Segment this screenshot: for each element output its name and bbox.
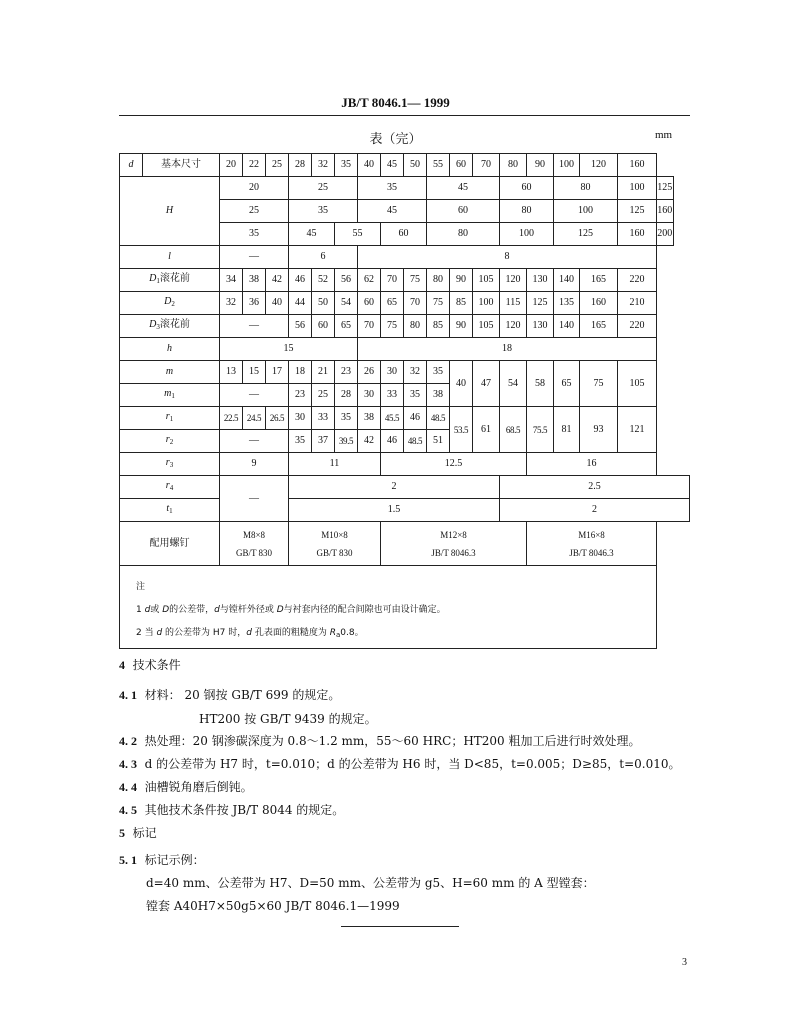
- d-cell: 160: [618, 154, 657, 177]
- notes-title: 注: [136, 582, 146, 592]
- D1-cell: 56: [335, 269, 358, 292]
- d-cell: 55: [427, 154, 450, 177]
- D3-cell: 140: [554, 315, 580, 338]
- D3-cell: 60: [312, 315, 335, 338]
- note-2: 2 当 d 的公差带为 H7 时，d 孔表面的粗糙度为 $R_a0.8$。: [136, 628, 364, 639]
- D2-cell: 54: [335, 292, 358, 315]
- row-h: [120, 338, 690, 361]
- d-cell: 45: [381, 154, 404, 177]
- H-cell: 80: [554, 177, 618, 200]
- row-m: [120, 361, 690, 384]
- r2-cell: 48.5: [404, 430, 427, 453]
- t1-label: $t_1$: [120, 499, 220, 522]
- m1-cell: 30: [358, 384, 381, 407]
- d-cell: 120: [580, 154, 618, 177]
- H-cell: 80: [500, 200, 554, 223]
- D2-cell: 44: [289, 292, 312, 315]
- d-cell: 35: [335, 154, 358, 177]
- D2-cell: 50: [312, 292, 335, 315]
- H-cell: 35: [289, 200, 358, 223]
- r1-cell: 38: [358, 407, 381, 430]
- r2-cell: 39.5: [335, 430, 358, 453]
- d-cell: 25: [266, 154, 289, 177]
- section-4-1-cont: HT200 按 GB/T 9439 的规定。: [199, 712, 377, 726]
- H-cell: 125: [618, 200, 657, 223]
- D1-cell: 130: [527, 269, 554, 292]
- basic-size-label: 基本尺寸: [143, 154, 220, 177]
- l-cell: 8: [358, 246, 657, 269]
- page-number: 3: [682, 957, 687, 968]
- H-cell: 20: [220, 177, 289, 200]
- H-cell: 60: [381, 223, 427, 246]
- D3-cell: 105: [473, 315, 500, 338]
- r1-cell: 24.5: [243, 407, 266, 430]
- l-label: l: [120, 246, 220, 269]
- screw-cell: M12×8 JB/T 8046.3: [381, 522, 527, 566]
- D2-cell: 100: [473, 292, 500, 315]
- m1-cell: 35: [404, 384, 427, 407]
- r1-cell: 46: [404, 407, 427, 430]
- section-4-2: 4. 2 热处理：20 钢渗碳深度为 0.8～1.2 mm，55～60 HRC；HT200 粗加工后进行时效处理。: [119, 734, 641, 748]
- dimension-table: [119, 153, 690, 649]
- D2-cell: 65: [381, 292, 404, 315]
- r1-cell: 33: [312, 407, 335, 430]
- end-rule: [341, 926, 459, 927]
- r1-cell: 22.5: [220, 407, 243, 430]
- D2-cell: 70: [404, 292, 427, 315]
- D2-cell: 85: [450, 292, 473, 315]
- D2-cell: 32: [220, 292, 243, 315]
- m-shared-cell: 58: [527, 361, 554, 407]
- row-screw: [120, 522, 690, 566]
- D1-cell: 34: [220, 269, 243, 292]
- r1-cell: 30: [289, 407, 312, 430]
- D1-cell: 120: [500, 269, 527, 292]
- m-cell: 15: [243, 361, 266, 384]
- t1-cell: 1.5: [289, 499, 500, 522]
- D3-cell: 70: [358, 315, 381, 338]
- h-label: h: [120, 338, 220, 361]
- d-cell: 90: [527, 154, 554, 177]
- H-cell: 45: [358, 200, 427, 223]
- H-cell: 100: [554, 200, 618, 223]
- D1-cell: 165: [580, 269, 618, 292]
- d-cell: 60: [450, 154, 473, 177]
- r3-cell: 16: [527, 453, 657, 476]
- row-D2: [120, 292, 690, 315]
- d-cell: 32: [312, 154, 335, 177]
- D1-cell: 46: [289, 269, 312, 292]
- H-cell: 160: [618, 223, 657, 246]
- m1-label: $m_1$: [120, 384, 220, 407]
- d-cell: 70: [473, 154, 500, 177]
- d-cell: 40: [358, 154, 381, 177]
- D1-cell: 70: [381, 269, 404, 292]
- r1-label: $r_1$: [120, 407, 220, 430]
- D3-label: $D_3$滚花前: [120, 315, 220, 338]
- D2-cell: 160: [580, 292, 618, 315]
- H-cell: 35: [220, 223, 289, 246]
- row-r3: [120, 453, 690, 476]
- r2-cell: 35: [289, 430, 312, 453]
- r4-cell: 2: [289, 476, 500, 499]
- m1-cell: —: [220, 384, 289, 407]
- m-cell: 30: [381, 361, 404, 384]
- D2-cell: 75: [427, 292, 450, 315]
- screw-label: 配用螺钉: [120, 522, 220, 566]
- section-4-3: 4. 3 d 的公差带为 H7 时，t=0.010；d 的公差带为 H6 时，当 D<85，t=0.005；D≥85，t=0.010。: [119, 757, 681, 771]
- H-cell: 55: [335, 223, 381, 246]
- D3-cell: 80: [404, 315, 427, 338]
- m-cell: 13: [220, 361, 243, 384]
- D2-cell: 36: [243, 292, 266, 315]
- D2-cell: 40: [266, 292, 289, 315]
- m-shared-cell: 105: [618, 361, 657, 407]
- r3-cell: 12.5: [381, 453, 527, 476]
- d-cell: 20: [220, 154, 243, 177]
- r3-cell: 9: [220, 453, 289, 476]
- D1-cell: 52: [312, 269, 335, 292]
- r4-cell: 2.5: [500, 476, 690, 499]
- row-l: [120, 246, 690, 269]
- header-rule: [119, 115, 690, 116]
- H-cell: 60: [500, 177, 554, 200]
- r-shared-cell: 75.5: [527, 407, 554, 453]
- D2-cell: 210: [618, 292, 657, 315]
- r2-cell: 46: [381, 430, 404, 453]
- m-shared-cell: 40: [450, 361, 473, 407]
- row-r1: [120, 407, 690, 430]
- r3-cell: 11: [289, 453, 381, 476]
- t1-cell: 2: [500, 499, 690, 522]
- m-cell: 23: [335, 361, 358, 384]
- screw-cell: M16×8 JB/T 8046.3: [527, 522, 657, 566]
- H-cell: 125: [657, 177, 674, 200]
- D1-cell: 80: [427, 269, 450, 292]
- D2-cell: 135: [554, 292, 580, 315]
- D2-cell: 125: [527, 292, 554, 315]
- m-shared-cell: 75: [580, 361, 618, 407]
- H-cell: 60: [427, 200, 500, 223]
- H-cell: 100: [618, 177, 657, 200]
- r-shared-cell: 68.5: [500, 407, 527, 453]
- D1-cell: 38: [243, 269, 266, 292]
- H-cell: 125: [554, 223, 618, 246]
- m-label: m: [120, 361, 220, 384]
- r-shared-cell: 81: [554, 407, 580, 453]
- r1-cell: 26.5: [266, 407, 289, 430]
- row-r4: [120, 476, 690, 499]
- H-cell: 35: [358, 177, 427, 200]
- table-title: 表（完）: [369, 132, 422, 147]
- d-cell: 50: [404, 154, 427, 177]
- D1-label: $D_1$滚花前: [120, 269, 220, 292]
- H-cell: 160: [657, 200, 674, 223]
- row-D1: [120, 269, 690, 292]
- table-notes: [120, 566, 657, 649]
- D3-cell: 65: [335, 315, 358, 338]
- d-cell: 22: [243, 154, 266, 177]
- D2-cell: 60: [358, 292, 381, 315]
- H-cell: 200: [657, 223, 674, 246]
- H-cell: 45: [427, 177, 500, 200]
- H-cell: 45: [289, 223, 335, 246]
- screw-cell: M10×8 GB/T 830: [289, 522, 381, 566]
- marking-example-code: 镗套 A40H7×50g5×60 JB/T 8046.1—1999: [146, 899, 400, 913]
- r3-label: $r_3$: [120, 453, 220, 476]
- D3-cell: —: [220, 315, 289, 338]
- m-cell: 18: [289, 361, 312, 384]
- D1-cell: 220: [618, 269, 657, 292]
- row-H1: [120, 177, 690, 200]
- d-cell: 28: [289, 154, 312, 177]
- m-cell: 17: [266, 361, 289, 384]
- r4-label: $r_4$: [120, 476, 220, 499]
- row-notes: [120, 566, 690, 649]
- r2-cell: 51: [427, 430, 450, 453]
- r1-cell: 45.5: [381, 407, 404, 430]
- D1-cell: 75: [404, 269, 427, 292]
- D1-cell: 62: [358, 269, 381, 292]
- D3-cell: 130: [527, 315, 554, 338]
- r2-label: $r_2$: [120, 430, 220, 453]
- m1-cell: 23: [289, 384, 312, 407]
- D2-label: $D_2$: [120, 292, 220, 315]
- D3-cell: 220: [618, 315, 657, 338]
- D3-cell: 120: [500, 315, 527, 338]
- r2-cell: 42: [358, 430, 381, 453]
- section-4-1: 4. 1 材料： 20 钢按 GB/T 699 的规定。: [119, 688, 341, 702]
- d-label: d: [120, 154, 143, 177]
- D1-cell: 42: [266, 269, 289, 292]
- r2-cell: 37: [312, 430, 335, 453]
- d-cell: 100: [554, 154, 580, 177]
- H-cell: 25: [289, 177, 358, 200]
- row-D3: [120, 315, 690, 338]
- H-cell: 25: [220, 200, 289, 223]
- screw-cell: M8×8 GB/T 830: [220, 522, 289, 566]
- r1-cell: 35: [335, 407, 358, 430]
- section-4-5: 4. 5 其他技术条件按 JB/T 8044 的规定。: [119, 803, 345, 817]
- m1-cell: 38: [427, 384, 450, 407]
- r-shared-cell: 121: [618, 407, 657, 453]
- m-shared-cell: 65: [554, 361, 580, 407]
- r2-cell: —: [220, 430, 289, 453]
- D1-cell: 105: [473, 269, 500, 292]
- H-cell: 80: [427, 223, 500, 246]
- m-shared-cell: 47: [473, 361, 500, 407]
- H-label: H: [120, 177, 220, 246]
- r4-t1-dash: —: [220, 476, 289, 522]
- l-cell: —: [220, 246, 289, 269]
- table-unit: mm: [655, 129, 673, 141]
- D3-cell: 75: [381, 315, 404, 338]
- section-5-1: 5. 1 标记示例：: [119, 853, 205, 867]
- r-shared-cell: 53.5: [450, 407, 473, 453]
- D3-cell: 90: [450, 315, 473, 338]
- D2-cell: 115: [500, 292, 527, 315]
- D1-cell: 140: [554, 269, 580, 292]
- note-1: 1 d或 D的公差带，d与镗杆外径或 D与衬套内径的配合间隙也可由设计确定。: [136, 605, 446, 615]
- d-cell: 80: [500, 154, 527, 177]
- r-shared-cell: 93: [580, 407, 618, 453]
- m-shared-cell: 54: [500, 361, 527, 407]
- m-cell: 32: [404, 361, 427, 384]
- m-cell: 21: [312, 361, 335, 384]
- m-cell: 35: [427, 361, 450, 384]
- D3-cell: 85: [427, 315, 450, 338]
- m1-cell: 25: [312, 384, 335, 407]
- m1-cell: 28: [335, 384, 358, 407]
- H-cell: 100: [500, 223, 554, 246]
- r1-cell: 48.5: [427, 407, 450, 430]
- D1-cell: 90: [450, 269, 473, 292]
- section-5-heading: 5 标记: [119, 826, 157, 840]
- section-4-4: 4. 4 油槽锐角磨后倒钝。: [119, 780, 253, 794]
- m-cell: 26: [358, 361, 381, 384]
- h-cell: 15: [220, 338, 358, 361]
- row-d: [120, 154, 690, 177]
- marking-example-desc: d=40 mm、公差带为 H7、D=50 mm、公差带为 g5、H=60 mm 的 A 型镗套：: [146, 876, 595, 890]
- document-header: JB/T 8046.1— 1999: [341, 95, 450, 110]
- m1-cell: 33: [381, 384, 404, 407]
- D3-cell: 165: [580, 315, 618, 338]
- section-4-heading: 4 技术条件: [119, 658, 181, 672]
- r-shared-cell: 61: [473, 407, 500, 453]
- h-cell: 18: [358, 338, 657, 361]
- l-cell: 6: [289, 246, 358, 269]
- D3-cell: 56: [289, 315, 312, 338]
- row-t1: [120, 499, 690, 522]
